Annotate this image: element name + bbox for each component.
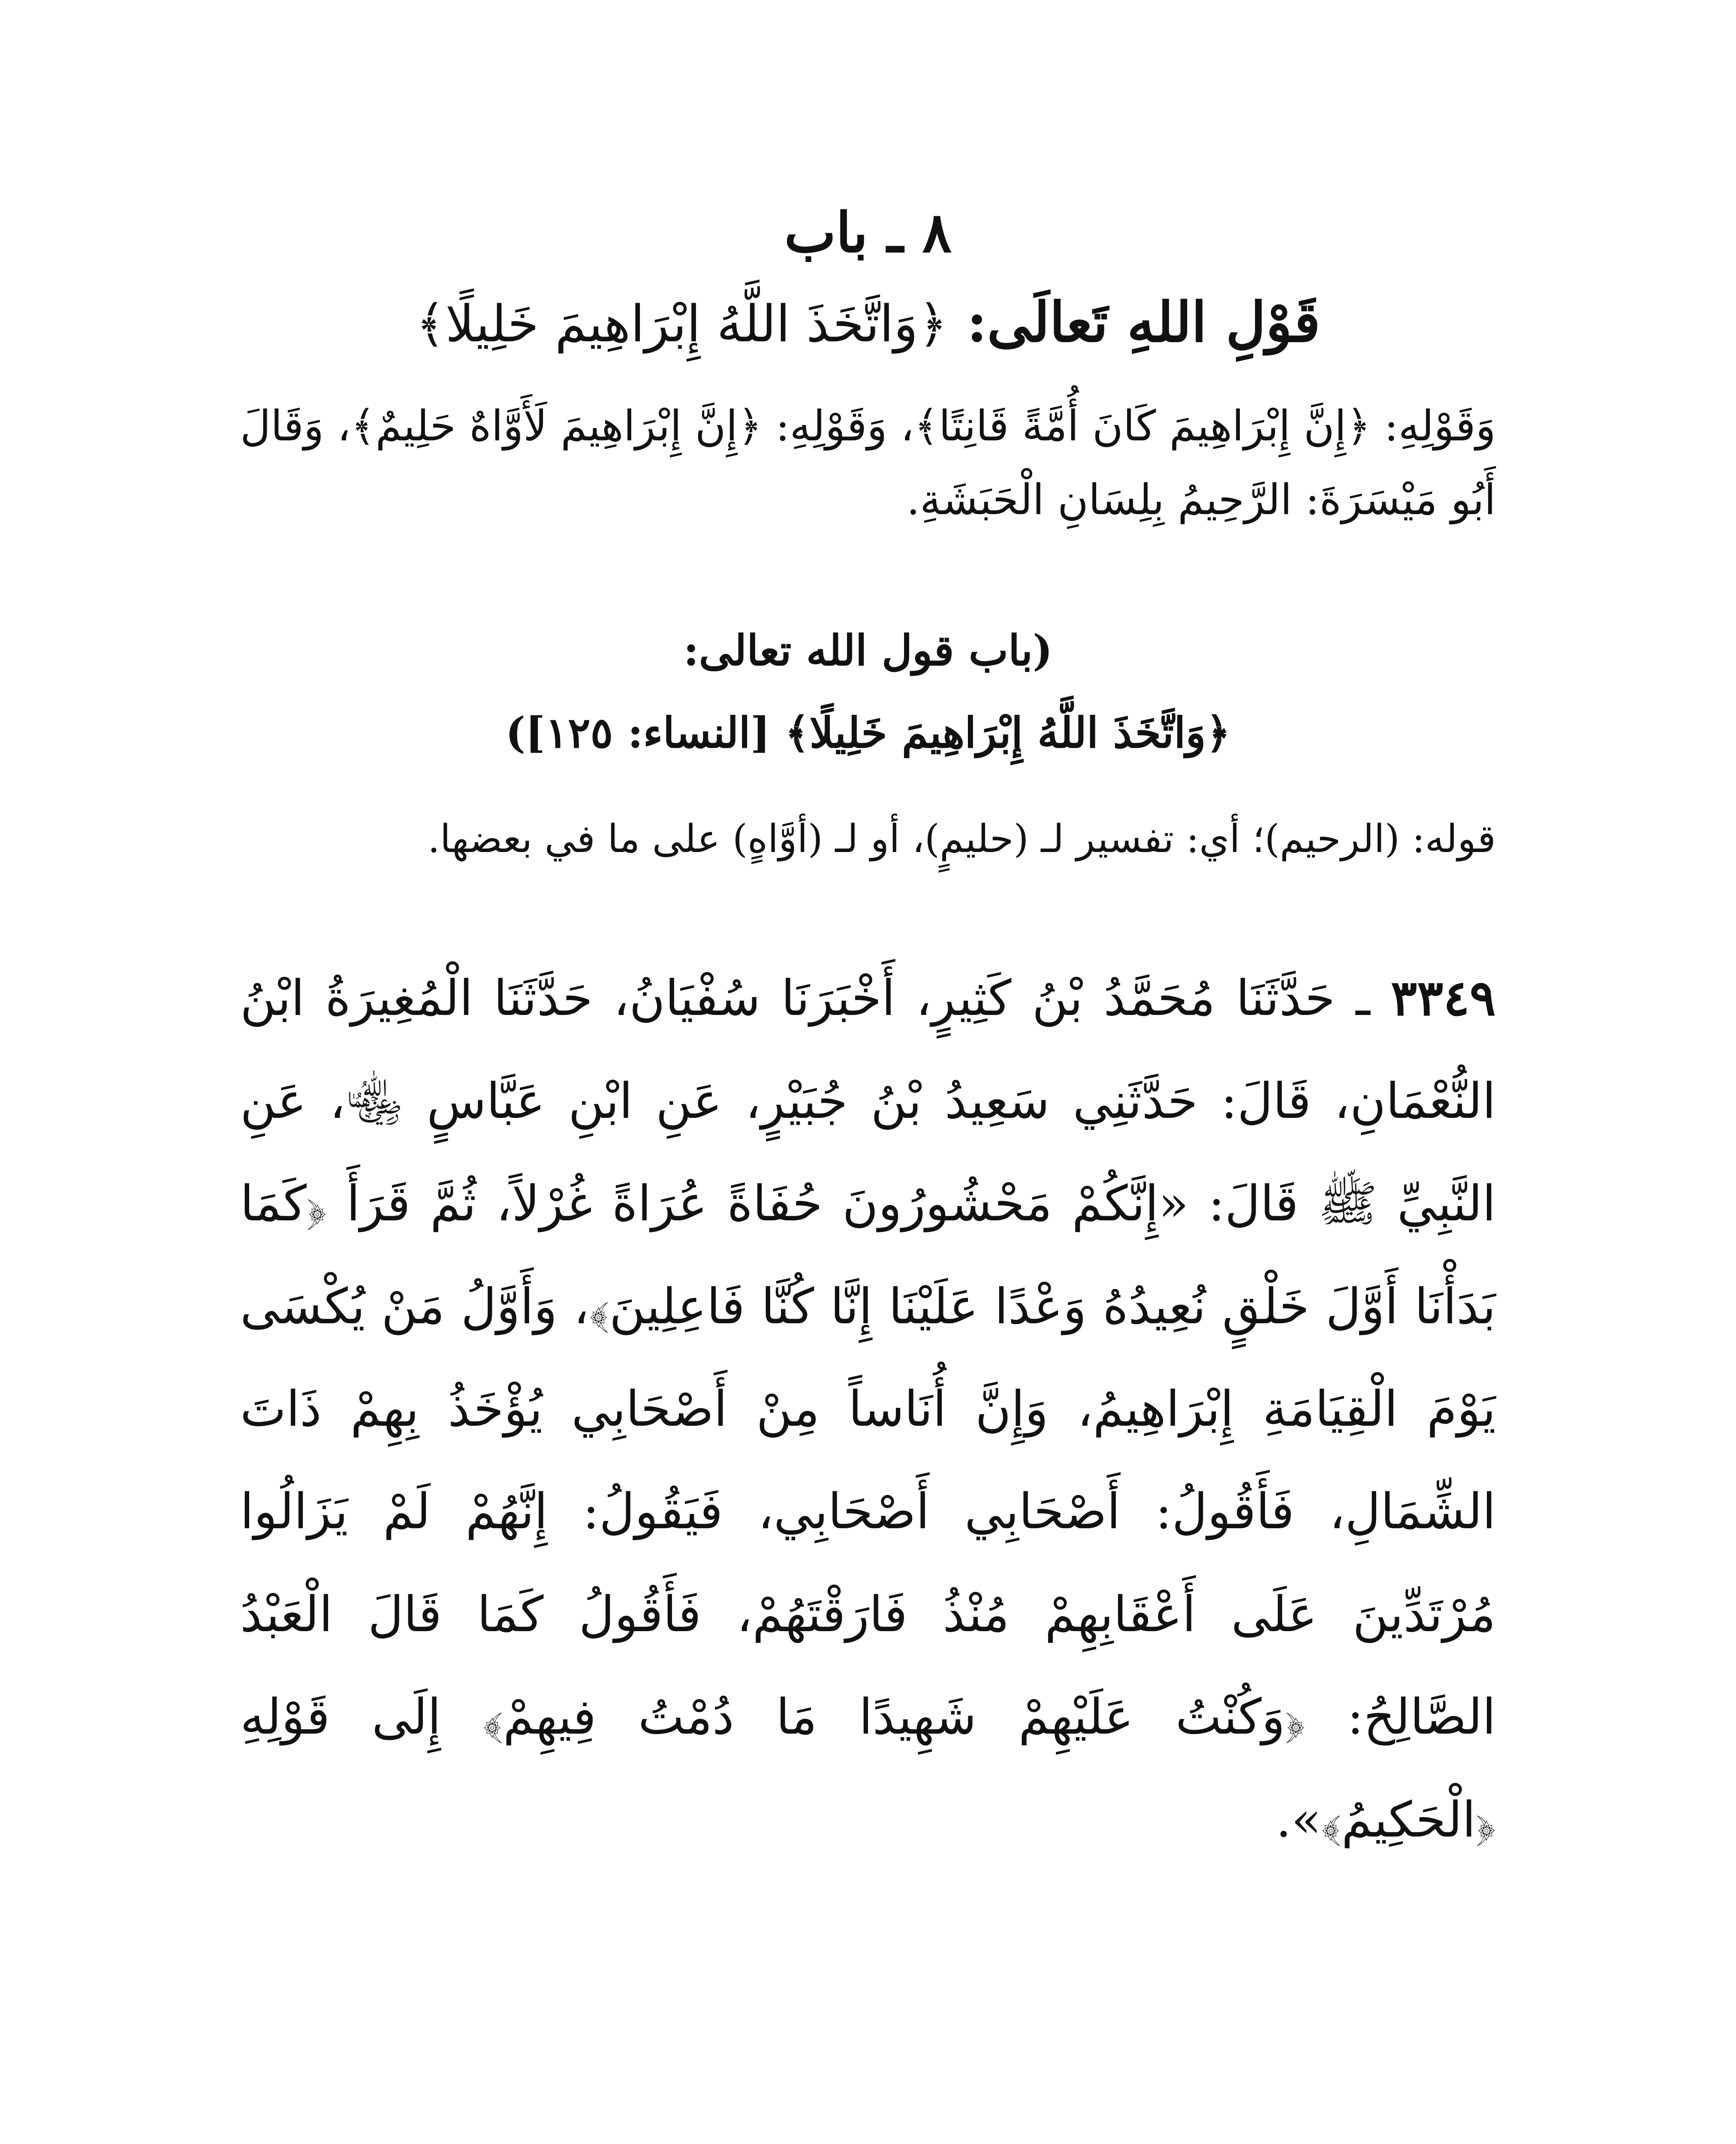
hadith-text: ـ حَدَّثَنَا مُحَمَّدُ بْنُ كَثِيرٍ، أَخْبَرَنَا سُفْيَانُ، حَدَّثَنَا الْمُغِيرَةُ ابْنُ النُّعْمَانِ، قَالَ: حَدَّثَنِي سَعِيدُ بْنُ جُبَيْرٍ، عَنِ ابْنِ عَبَّاسٍ ﵄، عَنِ النَّبِيِّ ﷺ قَالَ: «إِنَّكُمْ مَحْشُورُونَ حُفَاةً عُرَاةً غُرْلاً، ثُمَّ قَرَأَ ﴿كَمَا بَدَأْنَا أَوَّلَ خَلْقٍ نُعِيدُهُ وَعْدًا عَلَيْنَا إِنَّا كُنَّا فَاعِلِينَ﴾، وَأَوَّلُ مَنْ يُكْسَى يَوْمَ الْقِيَامَةِ إِبْرَاهِيمُ، وَإِنَّ أُنَاساً مِنْ أَصْحَابِي يُؤْخَذُ بِهِمْ ذَاتَ الشِّمَالِ، فَأَقُولُ: أَصْحَابِي أَصْحَابِي، فَيَقُولُ: إِنَّهُمْ لَمْ يَزَالُوا مُرْتَدِّينَ عَلَى أَعْقَابِهِمْ مُنْذُ فَارَقْتَهُمْ، فَأَقُولُ كَمَا قَالَ الْعَبْدُ الصَّالِحُ: ﴿وَكُنْتُ عَلَيْهِمْ شَهِيدًا مَا دُمْتُ فِيهِمْ﴾ إِلَى قَوْلِهِ ﴿الْحَكِيمُ﴾». bbox=[240, 970, 1496, 1848]
hadith-paragraph bbox=[240, 947, 1496, 1871]
commentary-verse: ﴿وَاتَّخَذَ اللَّهُ إِبْرَاهِيمَ خَلِيلًا﴾ [النساء: ١٢٥]) bbox=[505, 708, 1231, 758]
chapter-title bbox=[240, 286, 1496, 360]
commentary-heading: (باب قول الله تعالى: bbox=[683, 626, 1053, 676]
chapter-title-verse: ﴿وَاتَّخَذَ اللَّهُ إِبْرَاهِيمَ خَلِيلًا﴾ bbox=[416, 294, 948, 354]
page-content bbox=[240, 197, 1496, 1871]
hadith-number: ٣٣٤٩ bbox=[1391, 969, 1496, 1027]
chapter-title-lead: قَوْلِ اللهِ تَعالَى: bbox=[947, 290, 1320, 355]
chapter-number: ٨ ـ باب bbox=[784, 201, 952, 265]
commentary-body: قوله: (الرحيم)؛ أي: تفسير لـ (حليمٍ)، أو لـ (أوَّاهٍ) على ما في بعضها. bbox=[428, 816, 1496, 861]
chapter-intro-paragraph: وَقَوْلِهِ: ﴿إِنَّ إِبْرَاهِيمَ كَانَ أُمَّةً قَانِتًا﴾، وَقَوْلِهِ: ﴿إِنَّ إِبْرَاهِيمَ لَأَوَّاهٌ حَلِيمٌ﴾، وَقَالَ أَبُو مَيْسَرَةَ: الرَّحِيمُ بِلِسَانِ الْحَبَشَةِ. bbox=[240, 402, 1496, 524]
